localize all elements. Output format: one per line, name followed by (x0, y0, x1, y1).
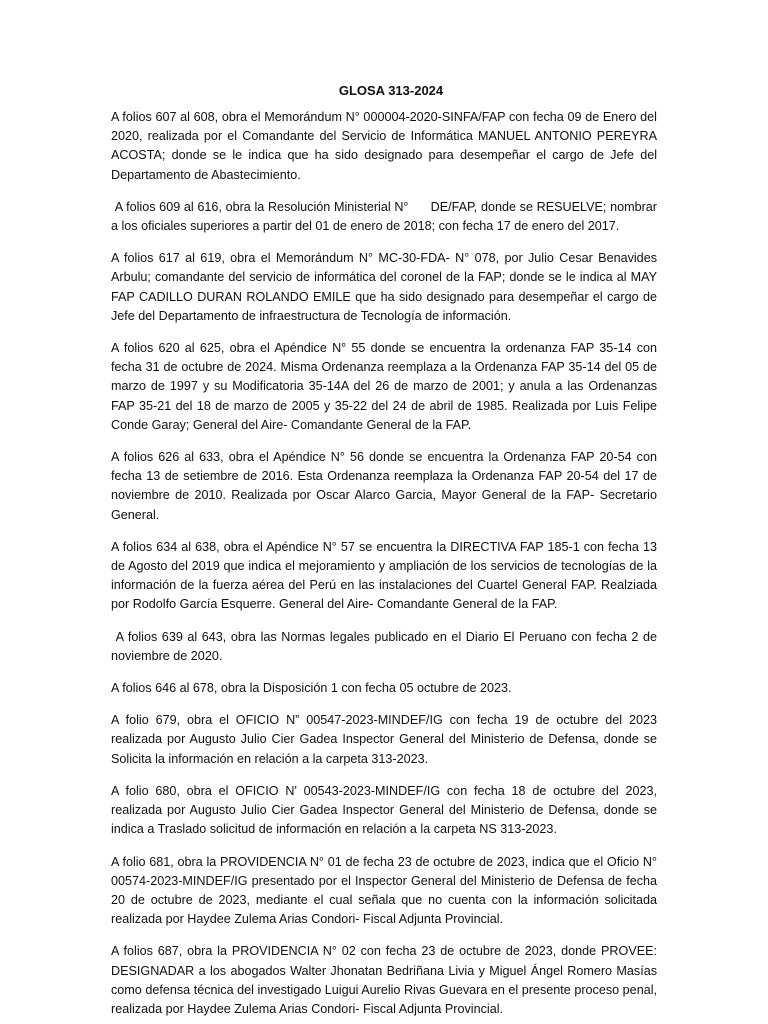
paragraph-folios-634-638: A folios 634 al 638, obra el Apéndice N° 57 se encuentra la DIRECTIVA FAP 185-1 con fecha 13 de Agosto del 2019 que indica el mejoramiento y ampliación de los servicios de tecnologías de la información de la fuerza aérea del Perú en las instalaciones del Cuartel General FAP. Realziada por Rodolfo García Esquerre. General del Aire- Comandante General de la FAP. (111, 539, 657, 612)
paragraph-folios-609-616: A folios 609 al 616, obra la Resolución Ministerial N° DE/FAP, donde se RESUELVE; nombrar a los oficiales superiores a partir del 01 de enero de 2018; con fecha 17 de enero del 2017. (111, 199, 661, 234)
paragraph-folio-681: A folio 681, obra la PROVIDENCIA N° 01 de fecha 23 de octubre de 2023, indica que el Oficio N° 00574-2023-MINDEF/IG presentado por el Inspector General del Ministerio de Defensa de fecha 20 de octubre de 2023, mediante el cual señala que no cuenta con la información solicitada realizada por Haydee Zulema Arias Condori- Fiscal Adjunta Provincial. (111, 854, 657, 927)
paragraph-folios-617-619: A folios 617 al 619, obra el Memorándum N° MC-30-FDA- N° 078, por Julio Cesar Benavides Arbulu; comandante del servicio de informática del coronel de la FAP; donde se le indica al MAY FAP CADILLO DURAN ROLANDO EMILE que ha sido designado para desempeñar el cargo de Jefe del Departamento de infraestructura de Tecnología de información. (111, 251, 657, 323)
paragraph-folio-679: A folio 679, obra el OFICIO N” 00547-2023-MINDEF/IG con fecha 19 de octubre del 2023 realizada por Augusto Julio Cier Gadea Inspector General del Ministerio de Defensa, donde se Solicita la información en relación a la carpeta 313-2023. (111, 713, 657, 766)
document-title: GLOSA 313-2024 (338, 83, 444, 98)
paragraph-folios-646-678: A folios 646 al 678, obra la Disposición 1 con fecha 05 octubre de 2023. (111, 681, 512, 696)
paragraph-folios-626-633: A folios 626 al 633, obra el Apéndice N° 56 donde se encuentra la Ordenanza FAP 20-54 con fecha 13 de setiembre de 2016. Esta Ordenanza reemplaza la Ordenanza FAP 20-54 del 17 de noviembre de 2010. Realizada por Oscar Alarco Garcia, Mayor General de la FAP- Secretario General. (111, 450, 657, 522)
paragraph-folios-620-625: A folios 620 al 625, obra el Apéndice N° 55 donde se encuentra la ordenanza FAP 35-14 con fecha 31 de octubre de 2024. Misma Ordenanza reemplaza a la Ordenanza FAP 35-14 del 05 de marzo de 1997 y su Modificatoria 35-14A del 26 de marzo de 2001; y anula a las Ordenanzas FAP 35-21 del 18 de marzo de 2005 y 35-22 del 24 de abril de 1985. Realizada por Luis Felipe Conde Garay; General del Aire- Comandante General de la FAP. (111, 341, 657, 432)
paragraph-folios-607-608: A folios 607 al 608, obra el Memorándum N° 000004-2020-SINFA/FAP con fecha 09 de Enero del 2020, realizada por el Comandante del Servicio de Informática MANUEL ANTONIO PEREYRA ACOSTA; donde se le indica que ha sido designado para desempeñar el cargo de Jefe del Departamento de Abastecimiento. (111, 110, 657, 182)
paragraph-folios-639-643: A folios 639 al 643, obra las Normas legales publicado en el Diario El Peruano con fecha 2 de noviembre de 2020. (111, 629, 661, 663)
paragraph-folios-687: A folios 687, obra la PROVIDENCIA N° 02 con fecha 23 de octubre de 2023, donde PROVEE: DESIGNADAR a los abogados Walter Jhonatan Bedriñana Livia y Miguel Ángel Romero Masías como defensa técnica del investigado Luigui Aurelio Rivas Guevara en el presente proceso penal, realizada por Haydee Zulema Arias Condori- Fiscal Adjunta Provincial. (111, 944, 657, 1016)
paragraph-folio-680: A folio 680, obra el OFICIO N' 00543-2023-MINDEF/IG con fecha 18 de octubre del 2023, realizada por Augusto Julio Cier Gadea Inspector General del Ministerio de Defensa, donde se indica a Traslado solicitud de información en relación a la carpeta NS 313-2023. (111, 783, 657, 837)
